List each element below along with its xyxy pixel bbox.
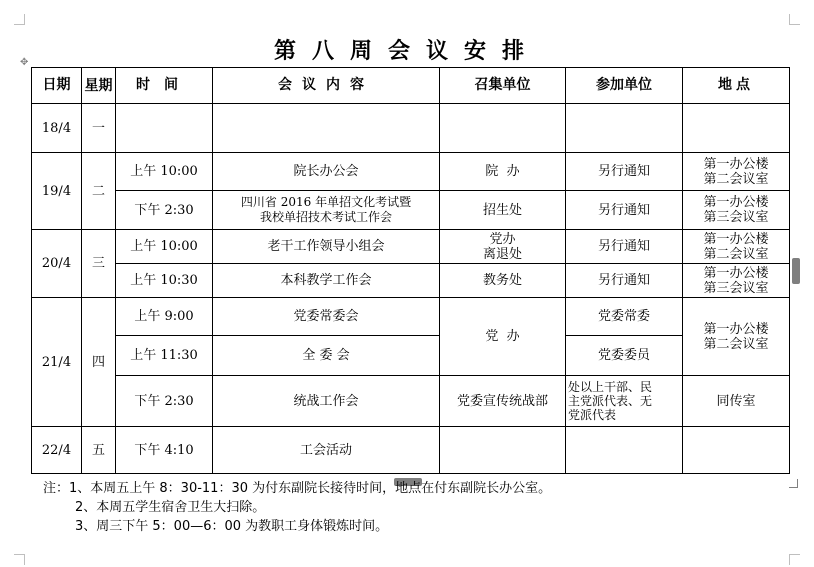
location-cell: 同传室 [683, 376, 790, 427]
location-cell [683, 427, 790, 474]
convener-cell: 党委宣传统战部 [440, 376, 566, 427]
participants-cell: 党委常委 [566, 298, 683, 336]
table-row [32, 376, 790, 427]
participants-cell: 另行通知 [566, 264, 683, 298]
location-cell: 第一办公楼 第三会议室 [683, 264, 790, 298]
date-cell: 22/4 [32, 427, 82, 474]
time-cell: 上午 10:00 [116, 230, 213, 264]
convener-cell: 招生处 [440, 191, 566, 230]
table-move-handle-icon[interactable]: ✥ [20, 57, 29, 68]
convener-cell: 教务处 [440, 264, 566, 298]
date-cell: 19/4 [32, 153, 82, 230]
note-line: 注：1、本周五上午 8：30-11：30 为付东副院长接待时间，地点在付东副院长办公室。 [43, 481, 552, 496]
table-row [32, 264, 790, 298]
page-corner-mark-top-left [14, 14, 25, 25]
page-corner-mark-top-right [789, 14, 800, 25]
table-row [32, 336, 790, 376]
date-cell: 20/4 [32, 230, 82, 298]
content-cell: 院长办公会 [213, 153, 440, 191]
time-cell: 上午 11:30 [116, 336, 213, 376]
location-cell: 第一办公楼 第三会议室 [683, 191, 790, 230]
table-row [32, 298, 790, 336]
location-cell: 第一办公楼 第二会议室 [683, 230, 790, 264]
content-cell: 老干工作领导小组会 [213, 230, 440, 264]
content-cell: 四川省 2016 年单招文化考试暨 我校单招技术考试工作会 [213, 191, 440, 230]
time-cell: 下午 2:30 [116, 191, 213, 230]
participants-cell: 另行通知 [566, 153, 683, 191]
time-cell: 下午 4:10 [116, 427, 213, 474]
date-cell: 21/4 [32, 298, 82, 427]
time-cell: 上午 10:00 [116, 153, 213, 191]
participants-cell [566, 427, 683, 474]
location-cell: 第一办公楼 第二会议室 [683, 298, 790, 376]
table-row [32, 104, 790, 153]
date-cell: 18/4 [32, 104, 82, 153]
convener-cell [440, 427, 566, 474]
header-convener: 召集单位 [440, 68, 566, 104]
weekday-cell: 五 [82, 427, 116, 474]
header-time: 时间 [116, 68, 213, 104]
content-cell [213, 104, 440, 153]
note-line: 3、周三下午 5：00—6：00 为教职工身体锻炼时间。 [75, 519, 389, 534]
meeting-schedule-table [31, 67, 790, 474]
weekday-cell: 四 [82, 298, 116, 427]
table-row [32, 230, 790, 264]
content-cell: 统战工作会 [213, 376, 440, 427]
header-row [32, 68, 790, 104]
convener-cell: 党 办 [440, 298, 566, 376]
location-cell: 第一办公楼 第二会议室 [683, 153, 790, 191]
location-cell [683, 104, 790, 153]
weekday-cell: 一 [82, 104, 116, 153]
note-line: 2、本周五学生宿舍卫生大扫除。 [75, 500, 266, 515]
participants-cell [566, 104, 683, 153]
convener-cell: 党办 离退处 [440, 230, 566, 264]
page-corner-mark-bottom-left [14, 554, 25, 565]
participants-cell: 党委委员 [566, 336, 683, 376]
convener-cell [440, 104, 566, 153]
header-weekday: 星期 [82, 68, 116, 104]
table-row [32, 191, 790, 230]
page-title: 第八周会议安排 [273, 39, 540, 64]
table-row [32, 427, 790, 474]
content-cell: 工会活动 [213, 427, 440, 474]
participants-cell: 另行通知 [566, 230, 683, 264]
time-cell: 上午 10:30 [116, 264, 213, 298]
notes-block [43, 479, 551, 536]
header-date: 日期 [32, 68, 82, 104]
weekday-cell: 二 [82, 153, 116, 230]
convener-cell: 院 办 [440, 153, 566, 191]
content-cell: 全 委 会 [213, 336, 440, 376]
table-row [32, 153, 790, 191]
table-row-insert-handle-icon[interactable] [792, 258, 800, 284]
time-cell [116, 104, 213, 153]
page-corner-mark-bottom-right [789, 554, 800, 565]
header-location: 地点 [683, 68, 790, 104]
participants-cell: 处以上干部、民 主党派代表、无 党派代表 [566, 376, 683, 427]
time-cell: 上午 9:00 [116, 298, 213, 336]
header-content: 会议内容 [213, 68, 440, 104]
content-cell: 党委常委会 [213, 298, 440, 336]
content-cell: 本科教学工作会 [213, 264, 440, 298]
weekday-cell: 三 [82, 230, 116, 298]
table-resize-handle-icon[interactable] [789, 479, 798, 488]
time-cell: 下午 2:30 [116, 376, 213, 427]
participants-cell: 另行通知 [566, 191, 683, 230]
header-participants: 参加单位 [566, 68, 683, 104]
